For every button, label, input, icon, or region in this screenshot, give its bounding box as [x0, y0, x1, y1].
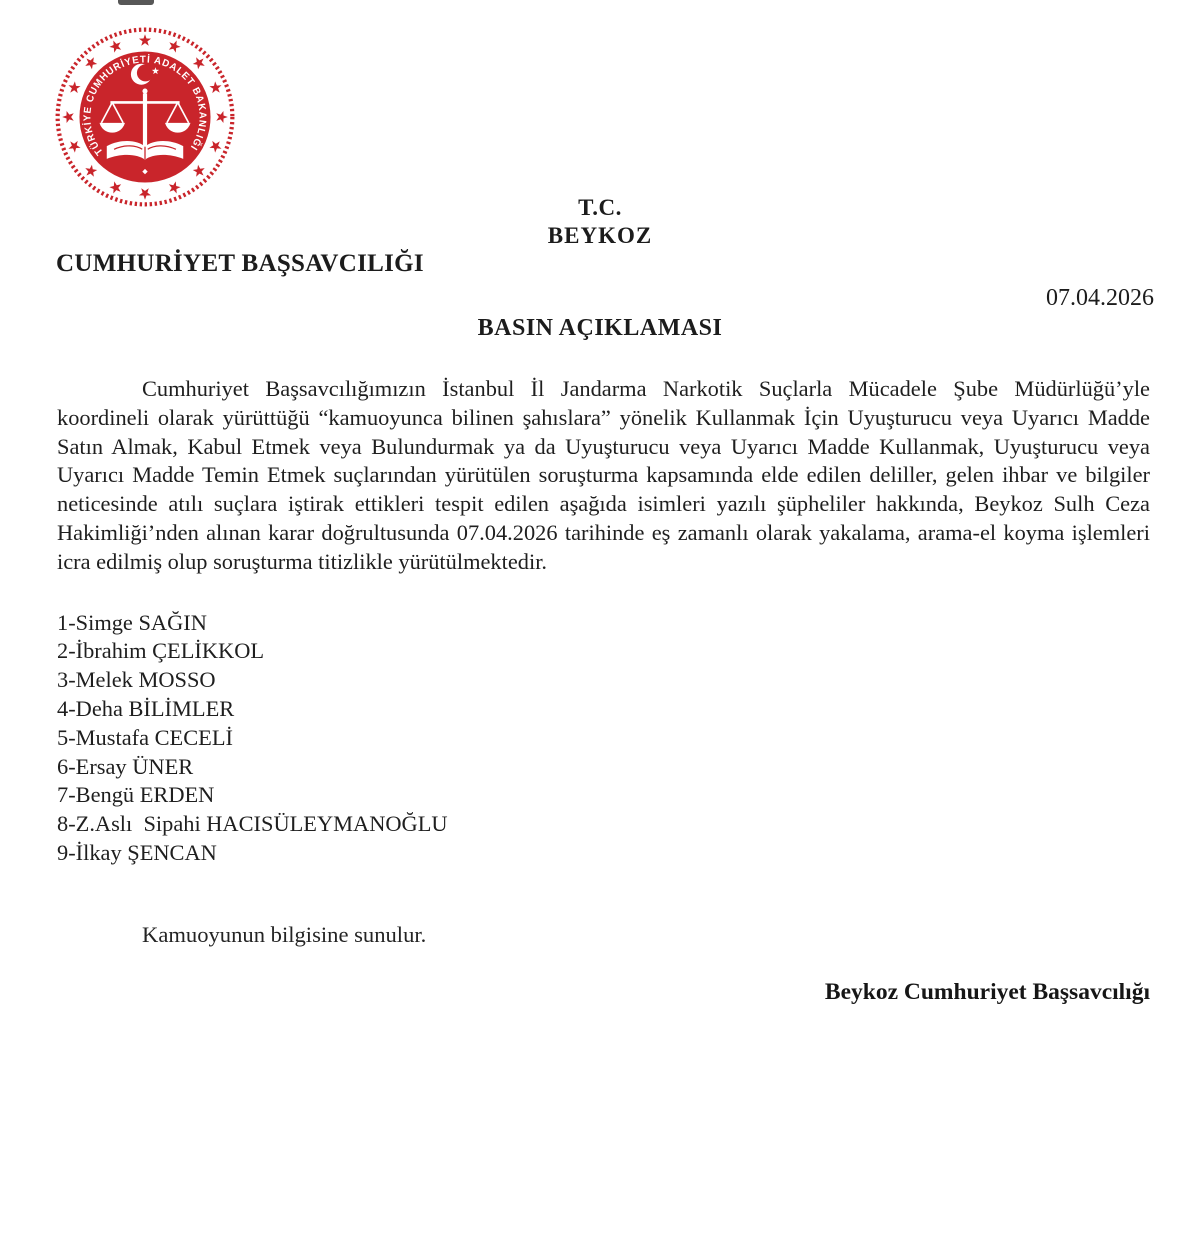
- ministry-of-justice-seal-logo: [54, 26, 236, 208]
- office-heading: CUMHURİYET BAŞSAVCILIĞI: [56, 250, 424, 277]
- suspect-item: 9-İlkay ŞENCAN: [57, 839, 217, 865]
- seal-ring-text: TÜRKİYE CUMHURİYETİ ADALET BAKANLIĞI: [82, 54, 208, 157]
- press-release-title: BASIN AÇIKLAMASI: [477, 315, 723, 341]
- city-heading: BEYKOZ: [547, 223, 653, 248]
- suspect-item: 4-Deha BİLİMLER: [57, 695, 235, 721]
- suspect-item: 8-Z.Aslı Sipahi HACISÜLEYMANOĞLU: [57, 811, 448, 837]
- suspect-item: 5-Mustafa CECELİ: [57, 724, 233, 750]
- body-paragraph: Cumhuriyet Başsavcılığımızın İstanbul İl Jandarma Narkotik Suçlarla Mücadele Şube Müdürlüğü’yle koordineli olarak yürüttüğü “kamuoyunca bilinen şahıslara” yönelik Kullanmak İçin Uyuşturucu veya Uyarıcı Madde Satın Almak, Kabul Etmek veya Bulundurmak ya da Uyuşturucu veya Uyarıcı Madde Kullanmak, Uyuşturucu veya Uyarıcı Madde Temin Etmek suçlarından yürütülen soruşturma kapsamında elde edilen deliller, gelen ihbar ve bilgiler neticesinde atılı suçlara iştirak ettikleri tespit edilen aşağıda isimleri yazılı şüpheliler hakkında, Beykoz Sulh Ceza Hakimliği’nden alınan karar doğrultusunda 07.04.2026 tarihinde eş zamanlı olarak yakalama, arama-el koyma işlemleri icra edilmiş olup soruşturma titizlikle yürütülmektedir.: [57, 376, 1150, 574]
- suspect-item: 1-Simge SAĞIN: [57, 609, 207, 635]
- suspects-list: [57, 609, 1150, 868]
- document-header: [0, 194, 1200, 342]
- scan-artifact: [118, 0, 154, 5]
- document-date: 07.04.2026: [1046, 285, 1154, 311]
- suspect-item: 7-Bengü ERDEN: [57, 782, 215, 808]
- closing-line: Kamuoyunun bilgisine sunulur.: [142, 921, 427, 947]
- suspect-item: 2-İbrahim ÇELİKKOL: [57, 638, 265, 664]
- suspect-item: 3-Melek MOSSO: [57, 667, 216, 693]
- tc-heading: T.C.: [578, 195, 622, 220]
- signature-office: Beykoz Cumhuriyet Başsavcılığı: [824, 978, 1150, 1005]
- suspect-item: 6-Ersay ÜNER: [57, 753, 194, 779]
